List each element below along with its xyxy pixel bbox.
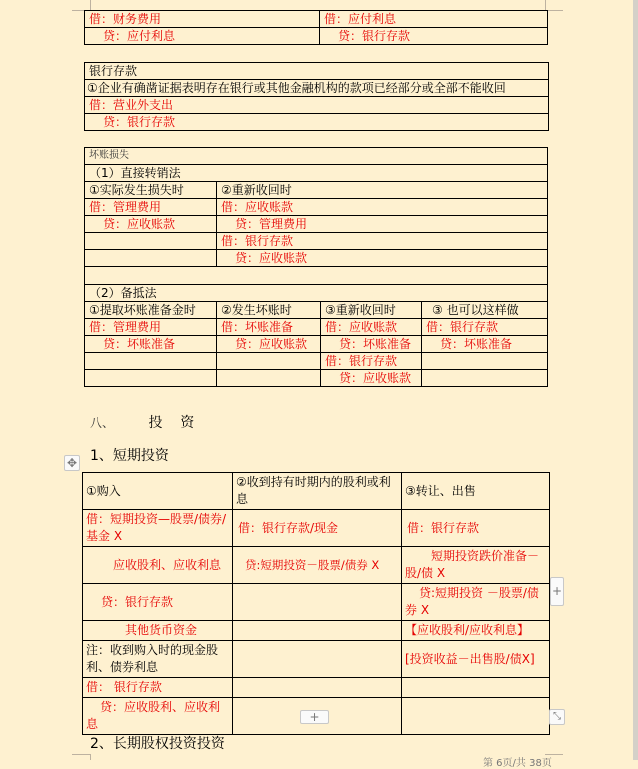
table-cell[interactable]: 借：管理费用 xyxy=(85,319,217,336)
table-cell[interactable]: 借：银行存款 xyxy=(321,353,422,370)
table-cell[interactable] xyxy=(217,353,321,370)
table-cell[interactable]: 贷：坏账准备 xyxy=(321,336,422,353)
table-cell[interactable]: 注：收到购入时的现金股利、债券利息 xyxy=(83,641,233,678)
interest-table xyxy=(84,10,548,45)
table-row xyxy=(85,302,548,319)
table-cell[interactable]: 借：坏账准备 xyxy=(217,319,321,336)
column-header[interactable]: ②收到持有时期内的股利或利息 xyxy=(233,473,402,510)
table-cell[interactable] xyxy=(422,370,548,387)
table-cell[interactable]: 借：管理费用 xyxy=(85,199,217,216)
table-cell[interactable]: 贷：管理费用 xyxy=(217,216,548,233)
table-row xyxy=(83,621,550,641)
table-cell[interactable]: 贷:短期投资－股票/债券 X xyxy=(233,547,402,584)
table-cell[interactable] xyxy=(85,353,217,370)
column-header[interactable]: ①提取坏账准备金时 xyxy=(85,302,217,319)
table-cell[interactable]: 【应收股利/应收利息】 xyxy=(402,621,550,641)
column-header[interactable]: ③ 也可以这样做 xyxy=(422,302,548,319)
table-cell[interactable]: 贷：银行存款 xyxy=(320,28,548,45)
table-row xyxy=(85,28,548,45)
column-header[interactable]: ①实际发生损失时 xyxy=(85,182,217,199)
section-number: 八、 xyxy=(90,416,115,430)
table-row xyxy=(85,63,549,80)
table-cell[interactable] xyxy=(85,250,217,267)
table-cell[interactable] xyxy=(233,678,402,698)
section-title: 投 资 xyxy=(148,415,195,431)
table-cell[interactable] xyxy=(233,621,402,641)
table-cell[interactable]: 其他货币资金 xyxy=(83,621,233,641)
crop-mark-bottom-left xyxy=(72,754,90,755)
table-cell[interactable]: 借：银行存款 xyxy=(217,233,548,250)
table-cell[interactable]: 贷：应收股利、应收利息 xyxy=(83,698,233,735)
table-row xyxy=(85,250,548,267)
short-term-investment-table xyxy=(82,472,550,735)
table-row xyxy=(85,199,548,216)
table-row xyxy=(83,510,550,547)
table-cell[interactable]: 借：应收账款 xyxy=(321,319,422,336)
table-cell[interactable]: 应收股利、应收利息 xyxy=(83,547,233,584)
table-row xyxy=(85,233,548,250)
table-cell[interactable] xyxy=(85,233,217,250)
table-row xyxy=(85,165,548,182)
table-cell[interactable]: 借：财务费用 xyxy=(85,11,320,28)
table-cell[interactable] xyxy=(402,678,550,698)
bank-deposit-table xyxy=(84,62,549,131)
table-row xyxy=(83,547,550,584)
table-cell[interactable] xyxy=(402,698,550,735)
add-row-button[interactable]: + xyxy=(300,710,329,724)
resize-table-icon[interactable]: ⤡ xyxy=(549,709,565,725)
table-row xyxy=(85,11,548,28)
table-cell[interactable]: 贷：应收账款 xyxy=(217,250,548,267)
table-row xyxy=(85,114,549,131)
table-cell[interactable] xyxy=(217,370,321,387)
column-header[interactable]: ②重新收回时 xyxy=(217,182,548,199)
table-cell[interactable]: 贷：银行存款 xyxy=(85,114,549,131)
crop-mark-top-left-v xyxy=(90,0,91,10)
table-cell[interactable]: 借：银行存款 xyxy=(422,319,548,336)
table-row xyxy=(85,97,549,114)
table-row xyxy=(85,182,548,199)
method-title[interactable]: （1）直接转销法 xyxy=(85,165,548,182)
table-cell[interactable]: ①企业有确凿证据表明存在银行或其他金融机构的款项已经部分或全部不能收回 xyxy=(85,80,549,97)
method-title[interactable]: （2）备抵法 xyxy=(85,285,548,302)
table-cell[interactable]: 贷：应收账款 xyxy=(85,216,217,233)
table-row xyxy=(83,584,550,621)
table-cell[interactable]: 借：应收账款 xyxy=(217,199,548,216)
table-cell[interactable]: 贷：坏账准备 xyxy=(422,336,548,353)
column-header[interactable]: ③重新收回时 xyxy=(321,302,422,319)
table-row xyxy=(83,678,550,698)
table-cell[interactable]: 贷：应收账款 xyxy=(217,336,321,353)
table-title[interactable]: 银行存款 xyxy=(85,63,549,80)
column-header[interactable]: ③转让、出售 xyxy=(402,473,550,510)
table-row xyxy=(85,353,548,370)
subsection-heading: 2、长期股权投资投资 xyxy=(90,736,225,752)
table-cell[interactable]: 借：应付利息 xyxy=(320,11,548,28)
table-cell[interactable]: 借：短期投资—股票/债券/基金 X xyxy=(83,510,233,547)
table-row xyxy=(83,641,550,678)
table-row xyxy=(85,80,549,97)
vertical-scrollbar[interactable] xyxy=(633,0,638,760)
table-title[interactable]: 坏账损失 xyxy=(85,148,548,165)
table-cell[interactable]: 贷：银行存款 xyxy=(83,584,233,621)
table-row xyxy=(85,216,548,233)
table-row xyxy=(85,370,548,387)
table-move-handle-icon[interactable]: ✥ xyxy=(64,455,80,471)
column-header[interactable]: ②发生坏账时 xyxy=(217,302,321,319)
page-indicator: 第 6页/共 38页 xyxy=(483,758,552,769)
table-cell[interactable] xyxy=(422,353,548,370)
table-cell[interactable] xyxy=(85,370,217,387)
table-cell[interactable]: 贷：坏账准备 xyxy=(85,336,217,353)
table-row xyxy=(85,336,548,353)
table-cell[interactable] xyxy=(233,641,402,678)
table-cell[interactable]: 贷：应收账款 xyxy=(321,370,422,387)
table-row xyxy=(85,285,548,302)
table-cell[interactable]: 贷：应付利息 xyxy=(85,28,320,45)
table-cell[interactable]: 借：银行存款/现金 xyxy=(233,510,402,547)
table-cell[interactable]: 短期投资跌价准备－股/债 X xyxy=(402,547,550,584)
table-row xyxy=(85,319,548,336)
table-row xyxy=(85,148,548,165)
empty-row[interactable] xyxy=(85,267,548,285)
table-cell[interactable] xyxy=(233,584,402,621)
crop-mark-top-right-v xyxy=(545,0,546,10)
add-column-button[interactable]: + xyxy=(550,577,564,606)
crop-mark-bottom-left-v xyxy=(90,754,91,760)
table-row xyxy=(83,473,550,510)
table-cell[interactable]: 借：营业外支出 xyxy=(85,97,549,114)
subsection-heading: 1、短期投资 xyxy=(90,448,169,464)
table-cell[interactable]: 借： 银行存款 xyxy=(83,678,233,698)
table-row xyxy=(85,267,548,285)
table-cell[interactable]: 借：银行存款 xyxy=(402,510,550,547)
section-heading xyxy=(90,412,194,432)
bad-debt-table xyxy=(84,147,548,387)
column-header[interactable]: ①购入 xyxy=(83,473,233,510)
table-cell[interactable]: 贷:短期投资 －股票/债券 X xyxy=(402,584,550,621)
table-cell[interactable]: [投资收益－出售股/债X] xyxy=(402,641,550,678)
